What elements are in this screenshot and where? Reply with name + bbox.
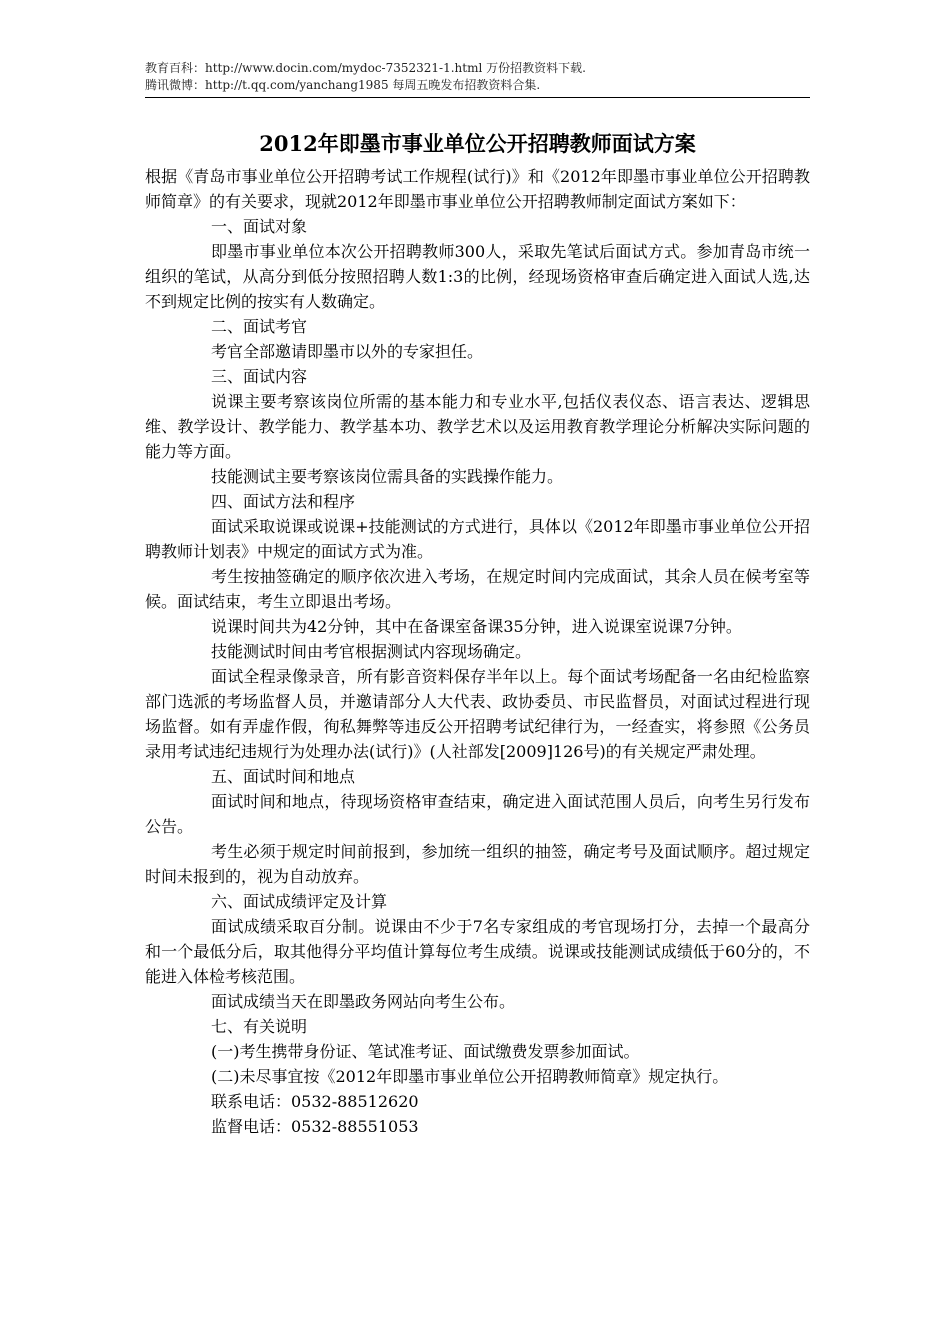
paragraph: 技能测试时间由考官根据测试内容现场确定。 [211,642,532,661]
section-heading-4: 四、面试方法和程序 [211,492,356,511]
document-body [145,164,810,1139]
document-page [145,60,810,1139]
paragraph: 即墨市事业单位本次公开招聘教师300人，采取先笔试后面试方式。参加青岛市统一组织的笔试，从高分到低分按照招聘人数1:3的比例，经现场资格审查后确定进入面试人选,达不到规定比例的按实有人数确定。 [145,242,810,311]
paragraph: 面试成绩当天在即墨政务网站向考生公布。 [211,992,516,1011]
paragraph: 考生必须于规定时间前报到，参加统一组织的抽签，确定考号及面试顺序。超过规定时间未报到的，视为自动放弃。 [145,842,810,886]
paragraph: 考官全部邀请即墨市以外的专家担任。 [211,342,484,361]
paragraph: 面试时间和地点，待现场资格审查结束，确定进入面试范围人员后，向考生另行发布公告。 [145,792,810,836]
section-heading-3: 三、面试内容 [211,367,308,386]
header-line-weibo: 腾讯微博：http://t.qq.com/yanchang1985 每周五晚发布招教资料合集. [145,78,541,92]
section-heading-5: 五、面试时间和地点 [211,767,356,786]
supervision-phone: 监督电话：0532-88551053 [211,1117,419,1136]
header-line-docin: 教育百科：http://www.docin.com/mydoc-7352321-1.html 万份招教资料下载. [145,61,586,75]
paragraph: 技能测试主要考察该岗位需具备的实践操作能力。 [211,467,564,486]
paragraph: 考生按抽签确定的顺序依次进入考场，在规定时间内完成面试，其余人员在候考室等候。面试结束，考生立即退出考场。 [145,567,810,611]
paragraph: 说课主要考察该岗位所需的基本能力和专业水平,包括仪表仪态、语言表达、逻辑思维、教学设计、教学能力、教学基本功、教学艺术以及运用教育教学理论分析解决实际问题的能力等方面。 [145,392,810,461]
section-heading-7: 七、有关说明 [211,1017,308,1036]
section-heading-6: 六、面试成绩评定及计算 [211,892,388,911]
paragraph: (一)考生携带身份证、笔试准考证、面试缴费发票参加面试。 [211,1042,640,1061]
section-heading-2: 二、面试考官 [211,317,308,336]
document-title: 2012年即墨市事业单位公开招聘教师面试方案 [259,131,696,156]
paragraph: 面试采取说课或说课+技能测试的方式进行，具体以《2012年即墨市事业单位公开招聘教师计划表》中规定的面试方式为准。 [145,517,810,561]
paragraph: (二)未尽事宜按《2012年即墨市事业单位公开招聘教师简章》规定执行。 [211,1067,729,1086]
paragraph: 说课时间共为42分钟，其中在备课室备课35分钟，进入说课室说课7分钟。 [211,617,742,636]
paragraph: 面试全程录像录音，所有影音资料保存半年以上。每个面试考场配备一名由纪检监察部门选派的考场监督人员，并邀请部分人大代表、政协委员、市民监督员，对面试过程进行现场监督。如有弄虚作假，徇私舞弊等违反公开招聘考试纪律行为，一经查实，将参照《公务员录用考试违纪违规行为处理办法(试行)》(人社部发[2009]126号)的有关规定严肃处理。 [145,667,810,761]
paragraph: 面试成绩采取百分制。说课由不少于7名专家组成的考官现场打分，去掉一个最高分和一个最低分后，取其他得分平均值计算每位考生成绩。说课或技能测试成绩低于60分的，不能进入体检考核范围。 [145,917,810,986]
intro-paragraph: 根据《青岛市事业单位公开招聘考试工作规程(试行)》和《2012年即墨市事业单位公开招聘教师简章》的有关要求，现就2012年即墨市事业单位公开招聘教师制定面试方案如下： [145,167,810,211]
section-heading-1: 一、面试对象 [211,217,308,236]
contact-phone: 联系电话：0532-88512620 [211,1092,419,1111]
page-header [145,60,810,98]
